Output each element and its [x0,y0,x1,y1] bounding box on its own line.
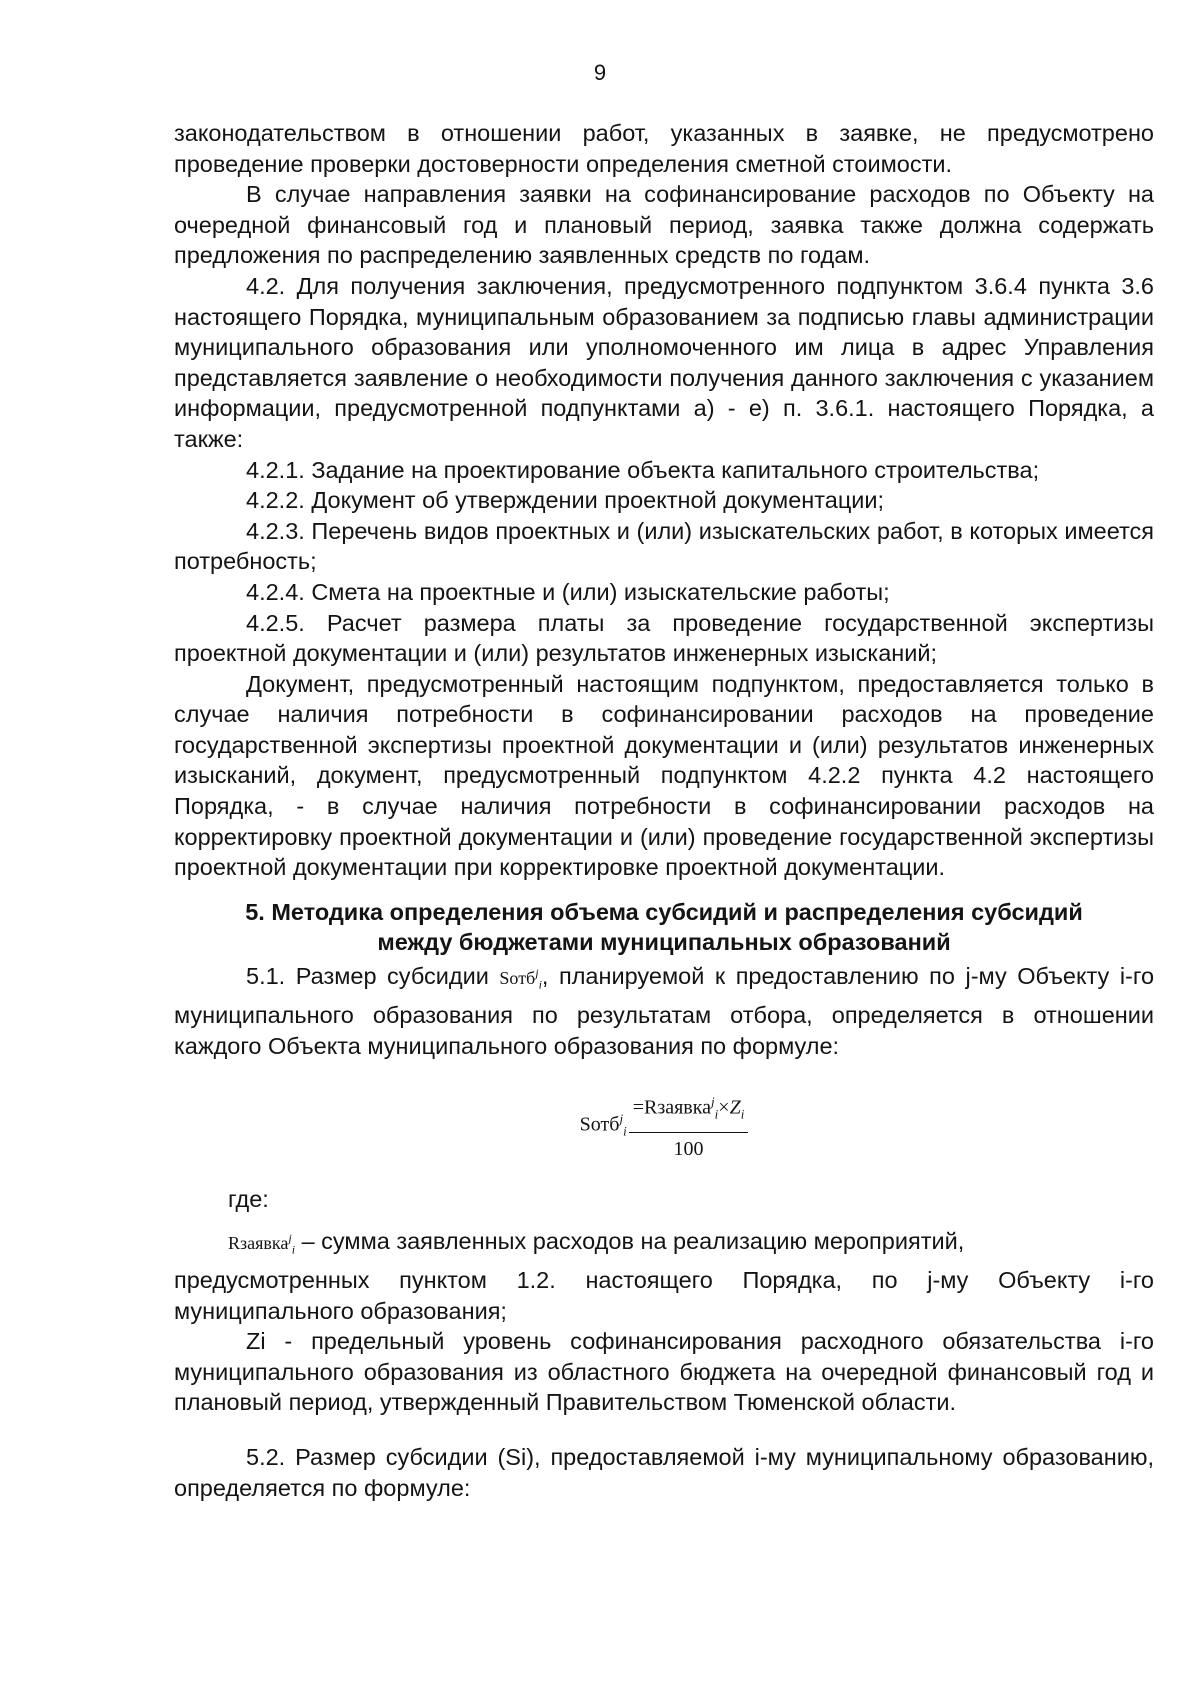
paragraph-4-2-1: 4.2.1. Задание на проектирование объекта капитального строительства; [246,456,1040,483]
paragraph-5-1-end: , планируемой к предоставлению по j-му Объекту i-го муниципального образования по результатам отбора, определяется в отношении каждого Объекта муниципального образования по формуле: [174,963,1155,1059]
paragraph-next-year: В случае направления заявки на софинансирование расходов по Объекту на очередной финансовый год и плановый период, заявка также должна содержать предложения по распределению заявленных средств по годам. [174,181,1154,269]
paragraph-4-2-3: 4.2.3. Перечень видов проектных и (или) изыскательских работ, в которых имеется потребность; [174,517,1154,575]
formula-denominator: 100 [673,1137,704,1160]
formula-lhs: Sотб$^j_i$ [579,1111,627,1139]
paragraph-5-1 [174,958,1154,1061]
where-label: где: [228,1186,269,1213]
definition-rzayavka-cont: предусмотренных пунктом 1.2. настоящего Порядка, по j-му Объекту i-го муниципального образования; [174,1267,1154,1324]
page-number: 9 [593,60,607,85]
formula-sotb [174,1087,1154,1164]
paragraph-5-2: 5.2. Размер субсидии (Si), предоставляемой i-му муниципальному образованию, определяется по формуле: [174,1444,1154,1501]
paragraph-continuation: законодательством в отношении работ, указанных в заявке, не предусмотрено проведение проверки достоверности определения сметной стоимости. [174,120,1154,177]
section-heading-line2: между бюджетами муниципальных образований [377,929,951,956]
paragraph-document-note: Документ, предусмотренный настоящим подпунктом, предоставляется только в случае наличия потребности в софинансировании расходов на проведение государственной экспертизы проектной документации и (или) результатов инженерных изысканий, документ, предусмотренный подпунктом 4.2.2 пункта 4.2 настоящего Порядка, - в случае наличия потребности в софинансировании расходов на корректировку проектной документации и (или) проведение государственной экспертизы проектной документации при корректировке проектной документации. [174,670,1154,881]
symbol-sotb-inline: Sотб$^j_i$ [499,966,542,992]
formula-numerator: $=Rзаявка^j_i\times Z_i$ [629,1087,749,1132]
paragraph-4-2-2: 4.2.2. Документ об утверждении проектной документации; [246,487,885,514]
definition-zi: Zi - предельный уровень софинансирования расходного обязательства i-го муниципального образования из областного бюджета на очередной финансовый год и плановый период, утвержденный Правительством Тюменской области. [174,1328,1154,1416]
document-body [174,118,1154,1503]
paragraph-4-2-5: 4.2.5. Расчет размера платы за проведение государственной экспертизы проектной документации и (или) результатов инженерных изысканий; [174,609,1154,667]
definition-rzayavka: Rзаявка$^j_i$ – сумма заявленных расходов на реализацию мероприятий, [228,1227,965,1257]
formula-fraction [629,1087,749,1164]
paragraph-4-2: 4.2. Для получения заключения, предусмотренного подпунктом 3.6.4 пункта 3.6 настоящего Порядка, муниципальным образованием за подписью главы администрации муниципального образования или уполномоченного им лица в адрес Управления представляется заявление о необходимости получения данного заключения с указанием информации, предусмотренной подпунктами а) - е) п. 3.6.1. настоящего Порядка, а также: [174,272,1154,452]
symbol-rzayavka-inline: Rзаявка$^j_i$ [228,1230,296,1257]
section-heading-line1: 5. Методика определения объема субсидий и распределения субсидий [245,898,1083,925]
paragraph-5-1-start: 5.1. Размер субсидии [246,963,489,990]
paragraph-4-2-4: 4.2.4. Смета на проектные и (или) изыскательские работы; [246,578,890,605]
